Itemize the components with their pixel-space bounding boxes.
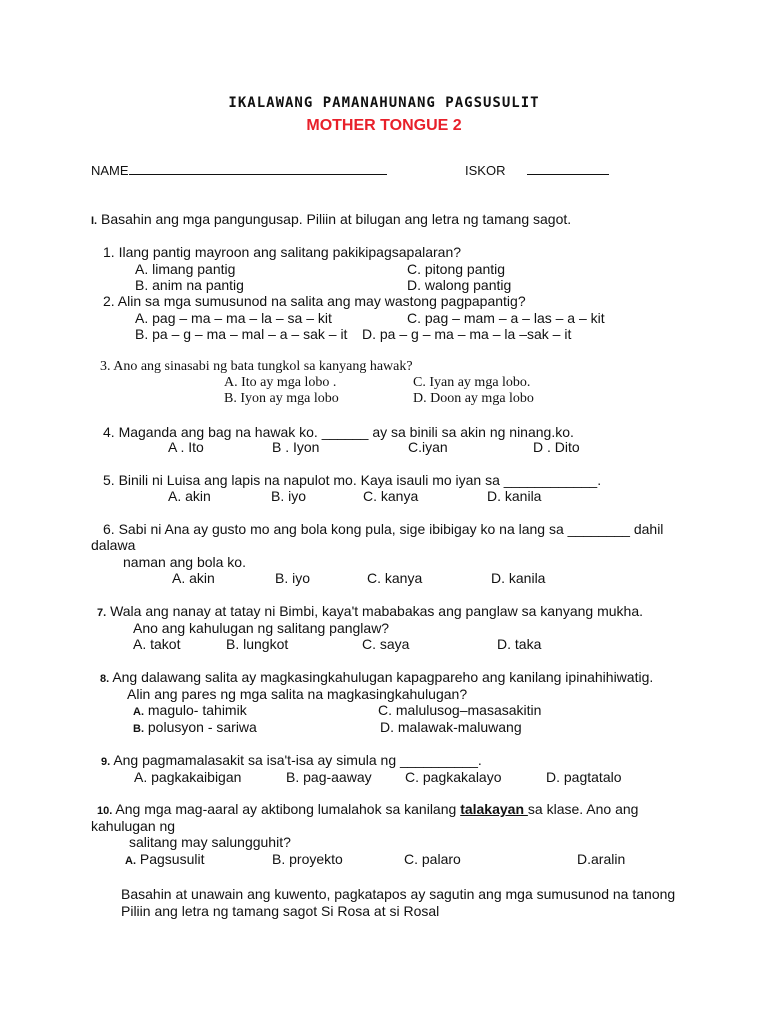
q3-choice-d: D. Doon ay mga lobo bbox=[413, 391, 534, 406]
q8-text: Ang dalawang salita ay magkasingkahulugan kapagpareho ang kanilang ipinahihiwatig. bbox=[112, 669, 654, 685]
q2-choice-b: B. pa – g – ma – mal – a – sak – it bbox=[135, 326, 348, 342]
q9-choice-a: A. pagkakaibigan bbox=[134, 769, 242, 785]
q6-choice-a: A. akin bbox=[172, 570, 215, 586]
reading-line-1: Basahin at unawain ang kuwento, pagkatapos ay sagutin ang mga sumusunod na tanong bbox=[121, 886, 676, 902]
q9-choice-b: B. pag-aaway bbox=[286, 769, 372, 785]
q1-question: 1. Ilang pantig mayroon ang salitang pakikipagsapalaran? bbox=[103, 244, 462, 260]
q8-choice-b-text: polusyon - sariwa bbox=[147, 719, 257, 735]
q7-line-2: Ano ang kahulugan ng salitang panglaw? bbox=[133, 620, 390, 636]
instructions bbox=[91, 211, 571, 229]
q9-choice-c: C. pagkakalayo bbox=[405, 769, 502, 785]
score-field bbox=[465, 162, 609, 178]
score-label: ISKOR bbox=[465, 163, 506, 178]
q2-choice-c: C. pag – mam – a – las – a – kit bbox=[407, 310, 605, 326]
q7-choice-b: B. lungkot bbox=[226, 636, 289, 652]
q3-question: 3. Ano ang sinasabi ng bata tungkol sa kanyang hawak? bbox=[100, 359, 413, 374]
q5-choice-d: D. kanila bbox=[487, 488, 542, 504]
q3-choice-c: C. Iyan ay mga lobo. bbox=[413, 375, 531, 390]
name-field bbox=[91, 162, 387, 178]
q10-line-2: kahulugan ng bbox=[91, 818, 176, 834]
q5-choice-c: C. kanya bbox=[363, 488, 419, 504]
q9-text: Ang pagmamalasakit sa isa't-isa ay simula ng __________. bbox=[113, 752, 482, 768]
q10-underlined-word: talakayan bbox=[460, 801, 528, 817]
q7-number: 7. bbox=[97, 607, 107, 619]
q3-choice-b: B. Iyon ay mga lobo bbox=[224, 391, 339, 406]
q7-line-1 bbox=[97, 603, 643, 621]
q7-choice-a: A. takot bbox=[133, 636, 181, 652]
q1-choice-d: D. walong pantig bbox=[407, 277, 512, 293]
q10-choice-b: B. proyekto bbox=[272, 851, 343, 867]
q7-text: Wala ang nanay at tatay ni Bimbi, kaya't mababakas ang panglaw sa kanyang mukha. bbox=[110, 603, 643, 619]
section-roman: I. bbox=[91, 215, 98, 227]
q7-choice-d: D. taka bbox=[497, 636, 542, 652]
q8-choice-c: C. malulusog–masasakitin bbox=[378, 702, 542, 718]
q8-line-1 bbox=[100, 669, 653, 687]
q10-number: 10. bbox=[97, 805, 113, 817]
q7-choice-c: C. saya bbox=[362, 636, 410, 652]
instructions-text: Basahin ang mga pangungusap. Piliin at bilugan ang letra ng tamang sagot. bbox=[101, 211, 572, 227]
exam-title: IKALAWANG PAMANAHUNANG PAGSUSULIT bbox=[228, 95, 540, 111]
name-blank bbox=[129, 162, 387, 175]
q8-choice-a bbox=[133, 702, 247, 720]
q8-choice-a-letter: A. bbox=[133, 706, 144, 718]
q8-number: 8. bbox=[100, 673, 110, 685]
name-label: NAME bbox=[91, 163, 129, 178]
q4-choice-d: D . Dito bbox=[533, 439, 580, 455]
score-blank bbox=[527, 162, 609, 175]
q4-choice-c: C.iyan bbox=[408, 439, 448, 455]
q8-choice-b-letter: B. bbox=[133, 723, 144, 735]
q10-choice-a-text: Pagsusulit bbox=[139, 851, 205, 867]
q1-choice-c: C. pitong pantig bbox=[407, 261, 506, 277]
q10-choice-a-letter: A. bbox=[125, 855, 136, 867]
q10-line-1 bbox=[97, 801, 638, 819]
q4-choice-a: A . Ito bbox=[168, 439, 204, 455]
reading-line-2: Piliin ang letra ng tamang sagot Si Rosa at si Rosal bbox=[121, 903, 440, 919]
q10-text-pre: Ang mga mag-aaral ay aktibong lumalahok sa kanilang bbox=[115, 801, 461, 817]
q5-question: 5. Binili ni Luisa ang lapis na napulot mo. Kaya isauli mo iyan sa ____________. bbox=[103, 472, 602, 488]
q10-line-3: salitang may salungguhit? bbox=[129, 834, 291, 850]
q2-question: 2. Alin sa mga sumusunod na salita ang may wastong pagpapantig? bbox=[103, 293, 526, 309]
q2-choice-a: A. pag – ma – ma – la – sa – kit bbox=[135, 310, 332, 326]
q9-choice-d: D. pagtatalo bbox=[546, 769, 622, 785]
q4-question: 4. Maganda ang bag na hawak ko. ______ ay sa binili sa akin ng ninang.ko. bbox=[103, 424, 574, 440]
q9-number: 9. bbox=[101, 756, 111, 768]
q10-choice-d: D.aralin bbox=[577, 851, 626, 867]
q4-choice-b: B . Iyon bbox=[272, 439, 320, 455]
q2-choice-d: D. pa – g – ma – ma – la –sak – it bbox=[362, 326, 572, 342]
q6-choice-d: D. kanila bbox=[491, 570, 546, 586]
q1-choice-a: A. limang pantig bbox=[135, 261, 236, 277]
q6-choice-c: C. kanya bbox=[367, 570, 423, 586]
q10-text-post: sa klase. Ano ang bbox=[527, 801, 639, 817]
q8-line-2: Alin ang pares ng mga salita na magkasingkahulugan? bbox=[127, 686, 468, 702]
q10-choice-a bbox=[125, 851, 204, 869]
q1-choice-b: B. anim na pantig bbox=[135, 277, 244, 293]
q8-choice-d: D. malawak-maluwang bbox=[380, 719, 522, 735]
q6-line-2: dalawa bbox=[91, 537, 136, 553]
exam-subtitle: MOTHER TONGUE 2 bbox=[306, 117, 462, 134]
q8-choice-a-text: magulo- tahimik bbox=[147, 702, 247, 718]
q6-choice-b: B. iyo bbox=[275, 570, 311, 586]
q8-choice-b bbox=[133, 719, 257, 737]
q5-choice-b: B. iyo bbox=[271, 488, 307, 504]
q6-line-3: naman ang bola ko. bbox=[123, 554, 246, 570]
q5-choice-a: A. akin bbox=[168, 488, 211, 504]
q6-line-1: 6. Sabi ni Ana ay gusto mo ang bola kong pula, sige ibibigay ko na lang sa ________ dahil bbox=[103, 521, 664, 537]
q9-line bbox=[101, 752, 482, 770]
q3-choice-a: A. Ito ay mga lobo . bbox=[224, 375, 337, 390]
q10-choice-c: C. palaro bbox=[404, 851, 461, 867]
